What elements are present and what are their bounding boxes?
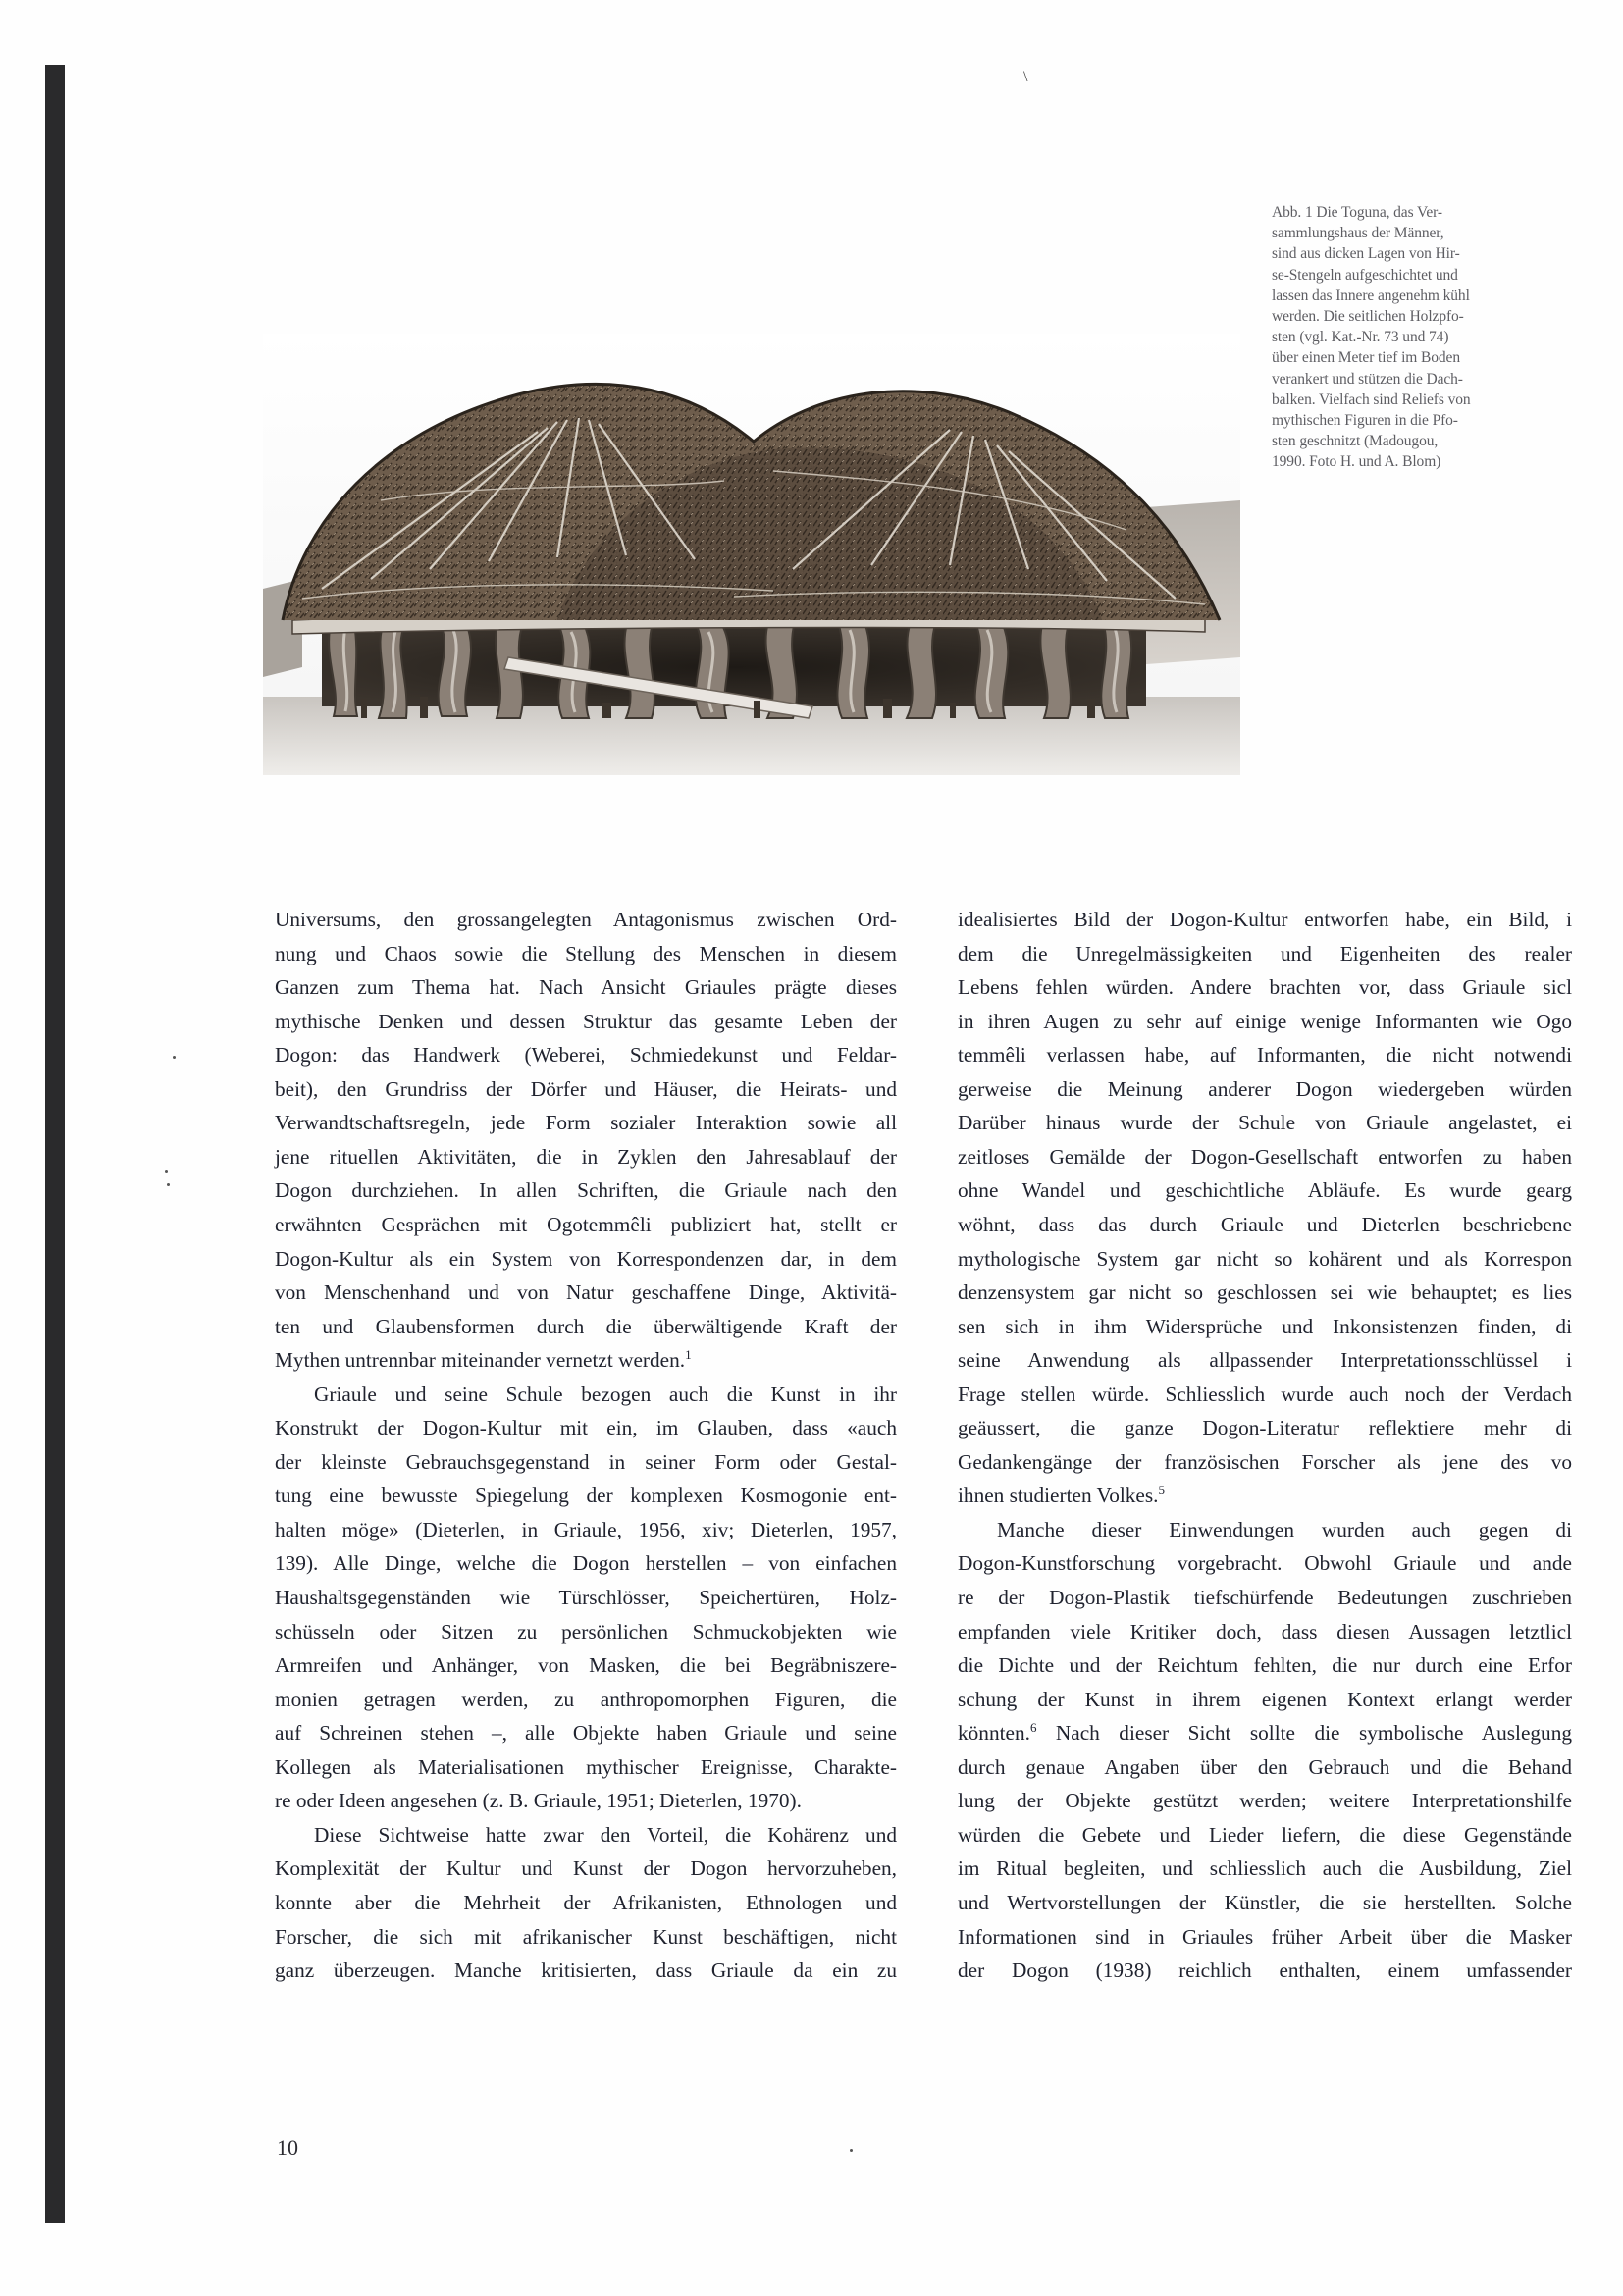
- text-line: auf Schreinen stehen –, alle Objekte haben Griaule und seine: [275, 1721, 897, 1746]
- footnote-ref: 5: [1158, 1483, 1165, 1498]
- text-line: ihnen studierten Volkes.$^5$: [958, 1483, 1165, 1508]
- caption-line: werden. Die seitlichen Holzpfo-: [1272, 308, 1464, 326]
- text-line: Darüber hinaus wurde der Schule von Griaule angelastet, ei: [958, 1111, 1572, 1135]
- caption-line: se-Stengeln aufgeschichtet und: [1272, 266, 1458, 284]
- scan-speck: [165, 1170, 168, 1173]
- text-line: die Dichte und der Reichtum fehlten, die nur durch eine Erfor: [958, 1653, 1572, 1678]
- text-line: der kleinste Gebrauchsgegenstand in seiner Form oder Gestal-: [275, 1449, 897, 1474]
- text-line: Manche dieser Einwendungen wurden auch gegen di: [997, 1517, 1572, 1541]
- text-line: Dogon: das Handwerk (Weberei, Schmiedekunst und Feldar-: [275, 1043, 897, 1068]
- text-line: re oder Ideen angesehen (z. B. Griaule, 1951; Dieterlen, 1970).: [275, 1789, 802, 1813]
- figure-caption: [1272, 202, 1556, 473]
- text-line: Griaule und seine Schule bezogen auch die Kunst in ihr: [314, 1382, 897, 1406]
- text-line: Dogon-Kunstforschung vorgebracht. Obwohl Griaule und ande: [958, 1551, 1572, 1576]
- text-line: Gedankengänge der französischen Forscher als jene des vo: [958, 1449, 1572, 1474]
- text-line: zeitloses Gemälde der Dogon-Gesellschaft entworfen zu haben: [958, 1144, 1572, 1169]
- text-line: Kollegen als Materialisationen mythischer Ereignisse, Charakte-: [275, 1754, 897, 1779]
- caption-line: sten geschnitzt (Madougou,: [1272, 433, 1439, 450]
- scan-speck: [850, 2149, 853, 2152]
- text-line: Informationen sind in Griaules früher Arbeit über die Masker: [958, 1924, 1572, 1949]
- text-line: wöhnt, dass das durch Griaule und Dieterlen beschriebene: [958, 1212, 1572, 1236]
- text-line: mythologische System gar nicht so kohärent und als Korrespon: [958, 1246, 1572, 1271]
- toguna-photograph: [263, 334, 1240, 775]
- text-line: nung und Chaos sowie die Stellung des Menschen in diesem: [275, 941, 897, 965]
- scan-speck: [167, 1183, 170, 1186]
- text-line: durch genaue Angaben über den Gebrauch und die Behand: [958, 1754, 1572, 1779]
- text-line: von Menschenhand und von Natur geschaffene Dinge, Aktivitä-: [275, 1280, 897, 1305]
- text-line: 139). Alle Dinge, welche die Dogon herstellen – von einfachen: [275, 1551, 897, 1576]
- scan-mark: \: [1023, 69, 1028, 85]
- text-line: und Wertvorstellungen der Künstler, die sie herstellten. Solche: [958, 1890, 1572, 1914]
- scan-binding-edge: [45, 65, 65, 2223]
- text-line: Mythen untrennbar miteinander vernetzt werden.$^1$: [275, 1347, 692, 1373]
- text-line: sen sich in ihm Widersprüche und Inkonsistenzen finden, di: [958, 1314, 1572, 1338]
- caption-line: balken. Vielfach sind Reliefs von: [1272, 391, 1471, 408]
- caption-line: über einen Meter tief im Boden: [1272, 349, 1460, 367]
- text-line: temmêli verlassen habe, auf Informanten, die nicht notwendi: [958, 1043, 1572, 1068]
- caption-line: sten (vgl. Kat.-Nr. 73 und 74): [1272, 329, 1449, 346]
- text-line: halten möge» (Dieterlen, in Griaule, 1956, xiv; Dieterlen, 1957,: [275, 1517, 897, 1541]
- text-line: gerweise die Meinung anderer Dogon wiedergeben würden: [958, 1076, 1572, 1101]
- text-line: schung der Kunst in ihrem eigenen Kontext erlangt werder: [958, 1687, 1572, 1711]
- text-line: Dogon-Kultur als ein System von Korrespondenzen dar, in dem: [275, 1246, 897, 1271]
- text-line: Konstrukt der Dogon-Kultur mit ein, im Glauben, dass «auch: [275, 1416, 897, 1440]
- text-line: Armreifen und Anhänger, von Masken, die bei Begräbniszere-: [275, 1653, 897, 1678]
- caption-line: 1990. Foto H. und A. Blom): [1272, 453, 1441, 471]
- text-line: monien getragen werden, zu anthropomorphen Figuren, die: [275, 1687, 897, 1711]
- text-line: seine Anwendung als allpassender Interpretationsschlüssel i: [958, 1348, 1572, 1373]
- text-line: der Dogon (1938) reichlich enthalten, einem umfassender: [958, 1958, 1572, 1983]
- text-line: dem die Unregelmässigkeiten und Eigenheiten des realer: [958, 941, 1572, 965]
- caption-line: mythischen Figuren in die Pfo-: [1272, 412, 1458, 430]
- text-line: Verwandtschaftsregeln, jede Form sozialer Interaktion sowie all: [275, 1111, 897, 1135]
- caption-line: verankert und stützen die Dach-: [1272, 370, 1463, 388]
- text-line: Forscher, die sich mit afrikanischer Kunst beschäftigen, nicht: [275, 1924, 897, 1949]
- text-line: jene rituellen Aktivitäten, die in Zyklen den Jahresablauf der: [275, 1144, 897, 1169]
- footnote-ref: 6: [1029, 1720, 1037, 1736]
- text-line: Lebens fehlen würden. Andere brachten vor, dass Griaule sicl: [958, 975, 1572, 1000]
- text-line: Dogon durchziehen. In allen Schriften, die Griaule nach den: [275, 1178, 897, 1203]
- text-line: Frage stellen würde. Schliesslich wurde auch noch der Verdach: [958, 1382, 1572, 1406]
- caption-line: sind aus dicken Lagen von Hir-: [1272, 245, 1460, 263]
- text-line: Universums, den grossangelegten Antagonismus zwischen Ord-: [275, 908, 897, 931]
- text-line: re der Dogon-Plastik tiefschürfende Bedeutungen zuschrieben: [958, 1586, 1572, 1609]
- text-line: denzensystem gar nicht so geschlossen sei wie behauptet; es lies: [958, 1280, 1572, 1305]
- text-line: Haushaltsgegenständen wie Türschlösser, Speichertüren, Holz-: [275, 1586, 897, 1609]
- caption-line: Abb. 1 Die Toguna, das Ver-: [1272, 204, 1442, 221]
- page-number: 10: [277, 2135, 298, 2160]
- text-line: würden die Gebete und Lieder liefern, die diese Gegenstände: [958, 1822, 1572, 1847]
- text-line: könnten.$^6$ Nach dieser Sicht sollte die symbolische Auslegung: [958, 1720, 1572, 1746]
- text-line: Diese Sichtweise hatte zwar den Vorteil, die Kohärenz und: [314, 1822, 897, 1847]
- text-line: Komplexität der Kultur und Kunst der Dogon hervorzuheben,: [275, 1856, 897, 1881]
- text-line: Ganzen zum Thema hat. Nach Ansicht Griaules prägte dieses: [275, 975, 897, 1000]
- text-line: ten und Glaubensformen durch die überwältigende Kraft der: [275, 1314, 897, 1338]
- text-line: konnte aber die Mehrheit der Afrikanisten, Ethnologen und: [275, 1890, 897, 1914]
- text-line: geäussert, die ganze Dogon-Literatur reflektiere mehr di: [958, 1416, 1572, 1440]
- text-line: beit), den Grundriss der Dörfer und Häuser, die Heirats- und: [275, 1076, 897, 1101]
- caption-line: lassen das Innere angenehm kühl: [1272, 287, 1470, 304]
- text-line: idealisiertes Bild der Dogon-Kultur entworfen habe, ein Bild, i: [958, 908, 1572, 931]
- scan-speck: [173, 1056, 176, 1059]
- text-line: ganz überzeugen. Manche kritisierten, dass Griaule da ein zu: [275, 1958, 897, 1983]
- text-line: tung eine bewusste Spiegelung der komplexen Kosmogonie ent-: [275, 1484, 897, 1508]
- text-line: schüsseln oder Sitzen zu persönlichen Schmuckobjekten wie: [275, 1619, 897, 1644]
- text-line: ohne Wandel und geschichtliche Abläufe. Es wurde gearg: [958, 1178, 1572, 1203]
- footnote-ref: 1: [685, 1347, 692, 1363]
- text-line: lung der Objekte gestützt werden; weitere Interpretationshilfe: [958, 1789, 1572, 1813]
- text-line: mythische Denken und dessen Struktur das gesamte Leben der: [275, 1009, 897, 1033]
- caption-line: sammlungshaus der Männer,: [1272, 225, 1444, 242]
- text-line: erwähnten Gesprächen mit Ogotemmêli publiziert hat, stellt er: [275, 1212, 897, 1236]
- text-line: empfanden viele Kritiker doch, dass diesen Aussagen letztlicl: [958, 1619, 1572, 1644]
- text-line: im Ritual begleiten, und schliesslich auch die Ausbildung, Ziel: [958, 1856, 1572, 1881]
- text-line: in ihren Augen zu sehr auf einige wenige Informanten wie Ogo: [958, 1009, 1572, 1033]
